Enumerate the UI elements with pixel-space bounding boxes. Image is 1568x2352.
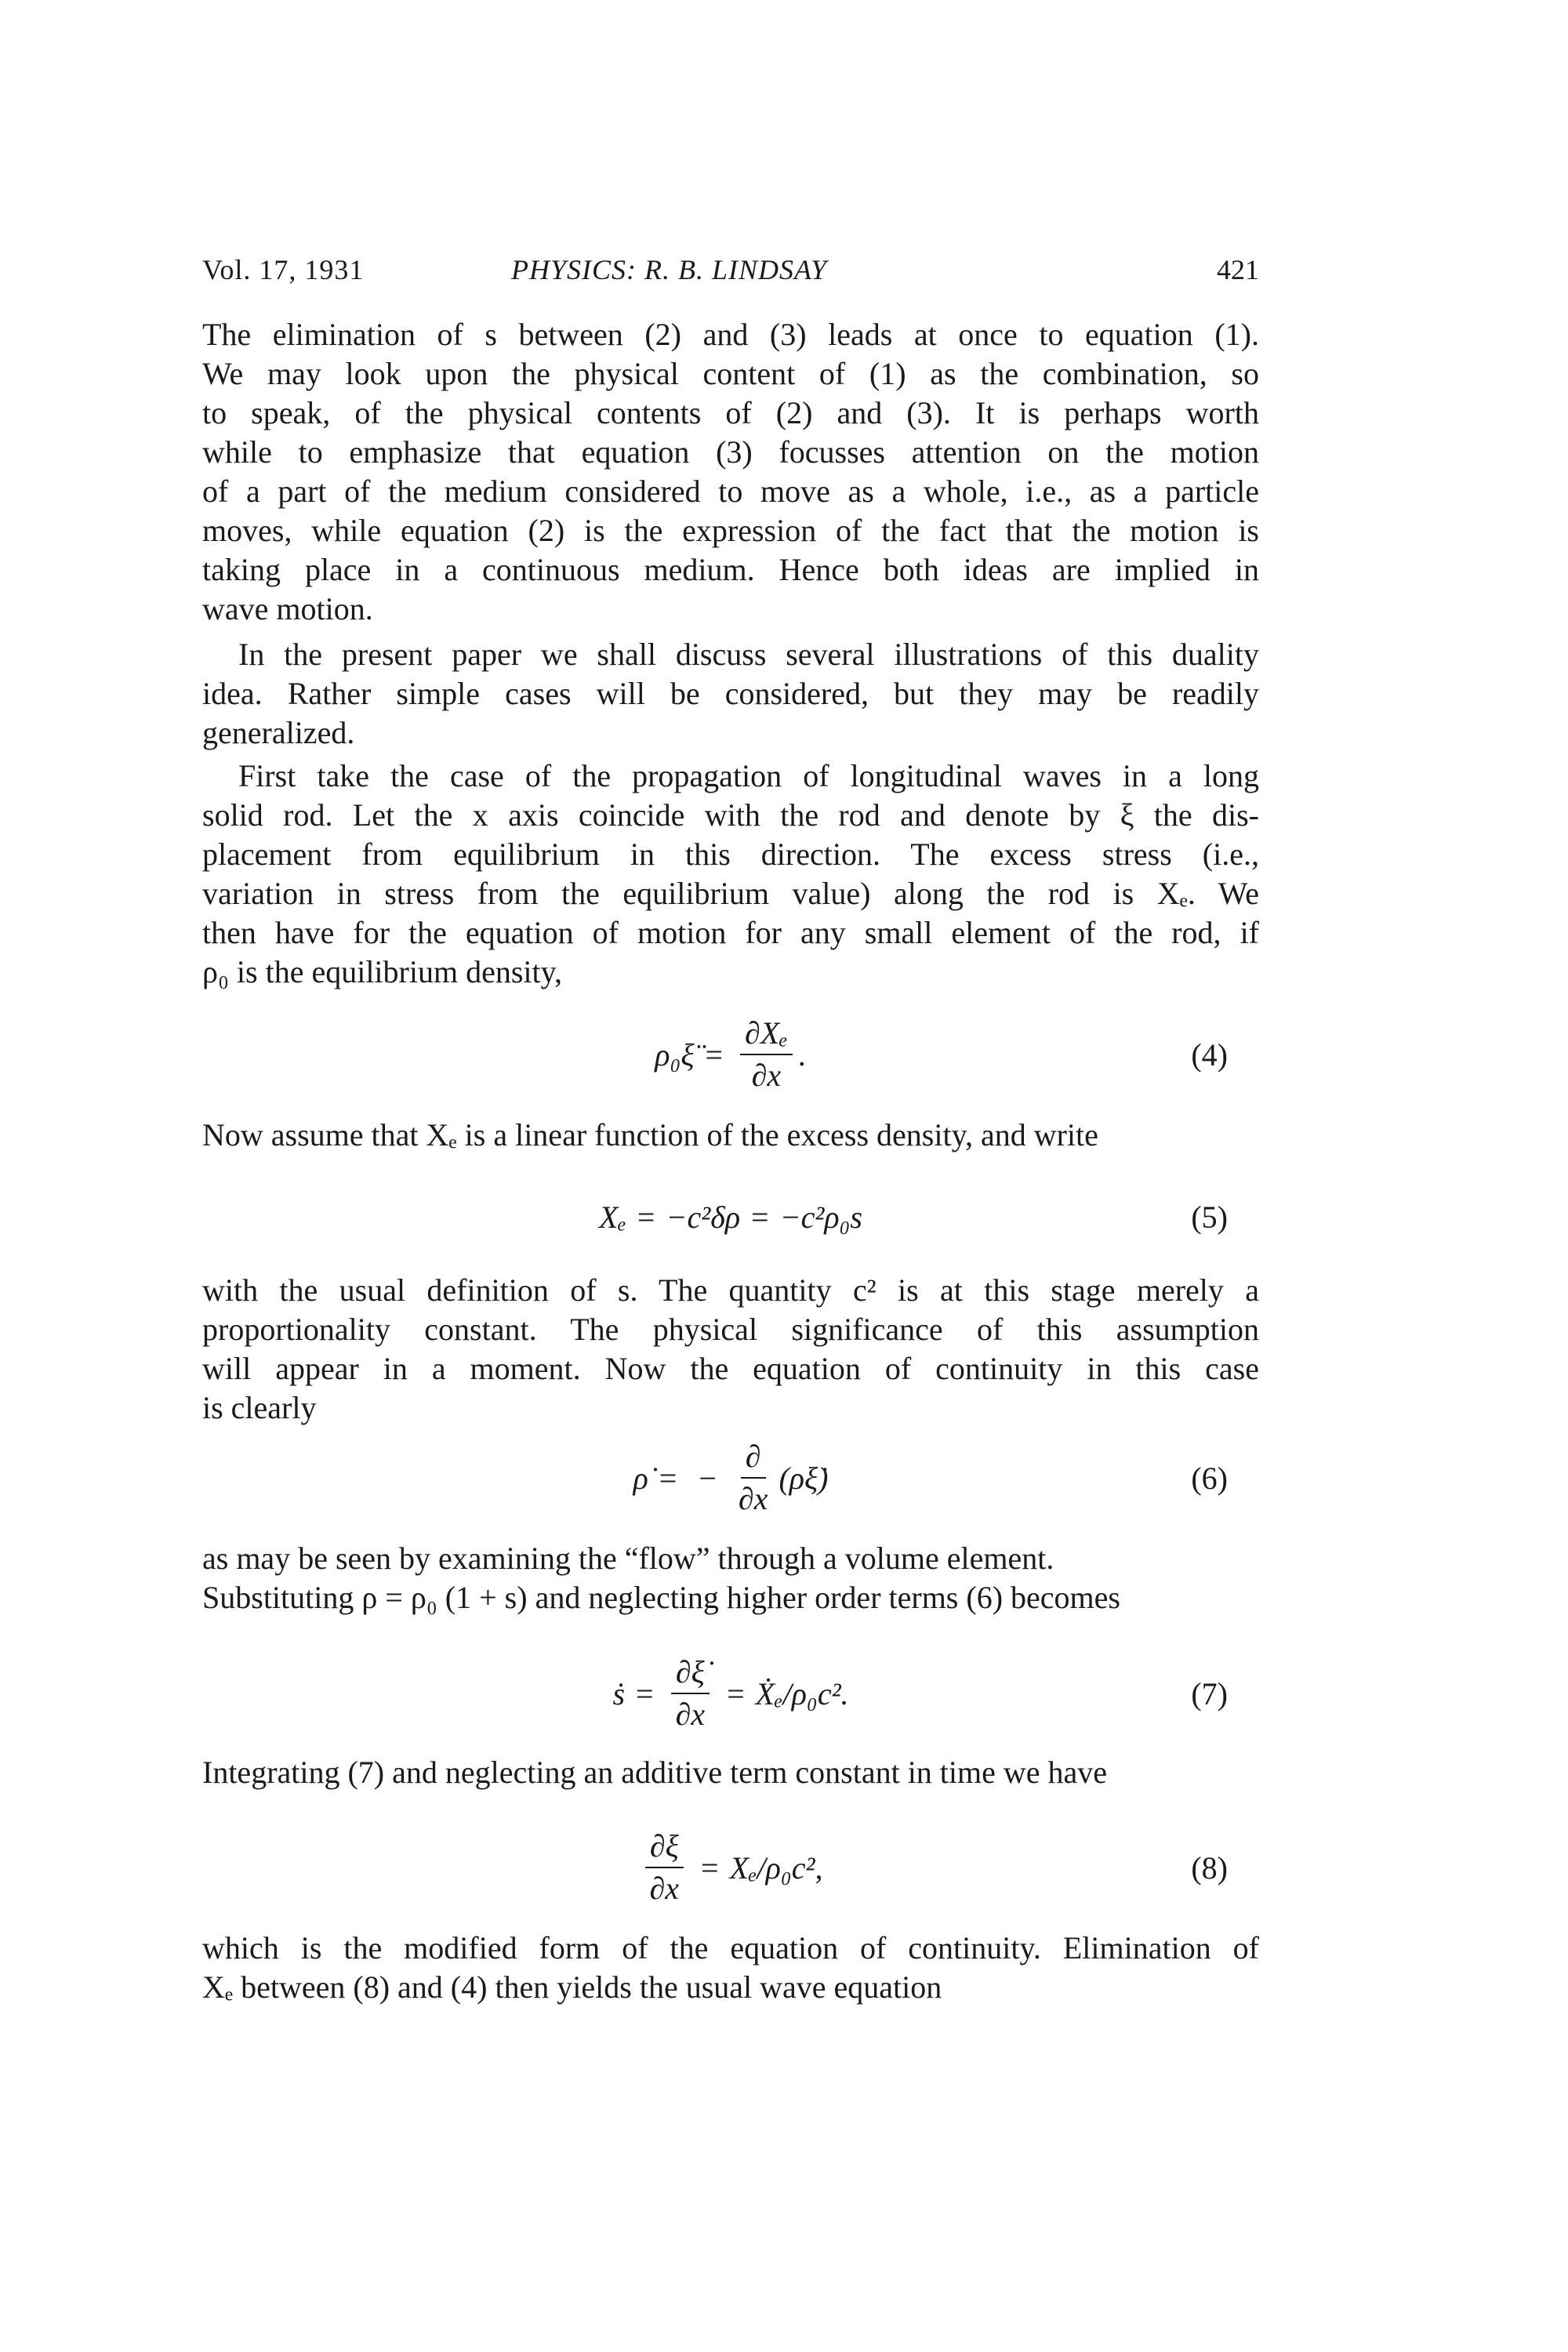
page-number: 421 [1217, 254, 1259, 285]
equation-number: (4) [1191, 1036, 1228, 1073]
text-line: proportionality constant. The physical significance of this assumption [202, 1312, 1259, 1347]
paragraph-6 [202, 1539, 1259, 1617]
equation-7 [202, 1650, 1259, 1737]
equation-number: (7) [1191, 1675, 1228, 1711]
eq6-lhs: ρ̇ [633, 1460, 648, 1496]
text-line: generalized. [202, 715, 355, 750]
equation-number: (5) [1191, 1199, 1228, 1235]
eq4-numerator: ∂Xₑ [740, 1016, 793, 1055]
text-line: while to emphasize that equation (3) focusses attention on the motion [202, 434, 1259, 470]
eq5-mid: −c²δρ [666, 1199, 741, 1235]
eq6-fraction [734, 1439, 773, 1516]
eq6-numerator: ∂ [741, 1439, 766, 1479]
text-line: wave motion. [202, 591, 373, 626]
eq5-equals-1: = [637, 1199, 655, 1235]
eq7-equals-1: = [636, 1675, 654, 1711]
eq8-numerator: ∂ξ [645, 1829, 684, 1868]
text-line: variation in stress from the equilibrium value) along the rod is Xₑ. We [202, 876, 1259, 911]
paragraph-1 [202, 315, 1259, 629]
text-line: as may be seen by examining the “flow” through a volume element. [202, 1541, 1054, 1576]
eq8-rhs: Xₑ/ρ₀c², [729, 1849, 823, 1886]
text-line: is clearly [202, 1390, 317, 1425]
text-line: which is the modified form of the equation of continuity. Elimination of [202, 1930, 1259, 1965]
text-line: idea. Rather simple cases will be considered, but they may be readily [202, 676, 1259, 711]
equation-number: (6) [1191, 1460, 1228, 1496]
eq8-equals: = [701, 1849, 719, 1886]
text-line: Now assume that Xₑ is a linear function of the excess density, and write [202, 1117, 1098, 1152]
eq4-equals: = [705, 1036, 724, 1073]
text-line: In the present paper we shall discuss several illustrations of this duality [238, 637, 1259, 672]
eq5-lhs: Xₑ [599, 1199, 626, 1235]
eq5-equals-2: = [751, 1199, 769, 1235]
paragraph-7 [202, 1753, 1259, 1792]
equation-5 [202, 1174, 1259, 1260]
equation-number: (8) [1191, 1849, 1228, 1886]
text-line: to speak, of the physical contents of (2) and (3). It is perhaps worth [202, 395, 1259, 430]
eq7-fraction [671, 1655, 710, 1732]
equation-8 [202, 1824, 1259, 1911]
text-line: We may look upon the physical content of (1) as the combination, so [202, 356, 1259, 391]
text-line: will appear in a moment. Now the equation of continuity in this case [202, 1351, 1259, 1386]
eq7-lhs: ṡ [612, 1675, 626, 1711]
paragraph-3 [202, 757, 1259, 992]
paragraph-5 [202, 1271, 1259, 1428]
eq4-lhs: ρ₀ξ̈ [655, 1036, 695, 1073]
eq6-minus: − [699, 1460, 717, 1496]
text-line: with the usual definition of s. The quantity c² is at this stage merely a [202, 1272, 1259, 1308]
text-line: ρ₀ is the equilibrium density, [202, 954, 563, 989]
eq4-fraction [740, 1016, 793, 1093]
eq5-rhs: −c²ρ₀s [779, 1199, 862, 1235]
eq7-rhs: Ẋₑ/ρ₀c². [755, 1675, 849, 1711]
paragraph-8 [202, 1929, 1259, 2007]
text-line: moves, while equation (2) is the expression of the fact that the motion is [202, 513, 1259, 548]
text-line: Integrating (7) and neglecting an additive term constant in time we have [202, 1755, 1108, 1790]
running-title: PHYSICS: R. B. LINDSAY [511, 254, 828, 285]
equation-6 [202, 1435, 1259, 1521]
text-line: Substituting ρ = ρ₀ (1 + s) and neglecting higher order terms (6) becomes [202, 1580, 1120, 1615]
eq4-denominator: ∂x [751, 1058, 782, 1093]
equation-4 [202, 1011, 1259, 1098]
text-line: taking place in a continuous medium. Hence both ideas are implied in [202, 552, 1259, 587]
paragraph-2 [202, 635, 1259, 753]
eq4-end: . [798, 1036, 807, 1073]
eq7-equals-2: = [727, 1675, 745, 1711]
text-line: then have for the equation of motion for any small element of the rod, if [202, 915, 1259, 950]
text-line: The elimination of s between (2) and (3) leads at once to equation (1). [202, 317, 1259, 352]
eq7-numerator: ∂ξ̇ [671, 1655, 710, 1694]
eq8-fraction [645, 1829, 684, 1906]
text-line: solid rod. Let the x axis coincide with the rod and denote by ξ the dis- [202, 797, 1259, 833]
text-line: Xₑ between (8) and (4) then yields the usual wave equation [202, 1969, 942, 2005]
eq6-rhs: (ρξ̇) [779, 1460, 829, 1496]
text-line: placement from equilibrium in this direction. The excess stress (i.e., [202, 837, 1259, 872]
text-line: of a part of the medium considered to move as a whole, i.e., as a particle [202, 474, 1259, 509]
eq6-equals: = [659, 1460, 677, 1496]
paragraph-4 [202, 1116, 1259, 1155]
text-line: First take the case of the propagation of longitudinal waves in a long [238, 758, 1259, 793]
eq8-denominator: ∂x [649, 1871, 680, 1906]
volume-label: Vol. 17, 1931 [202, 254, 365, 285]
eq7-denominator: ∂x [675, 1697, 706, 1732]
eq6-denominator: ∂x [738, 1481, 768, 1516]
